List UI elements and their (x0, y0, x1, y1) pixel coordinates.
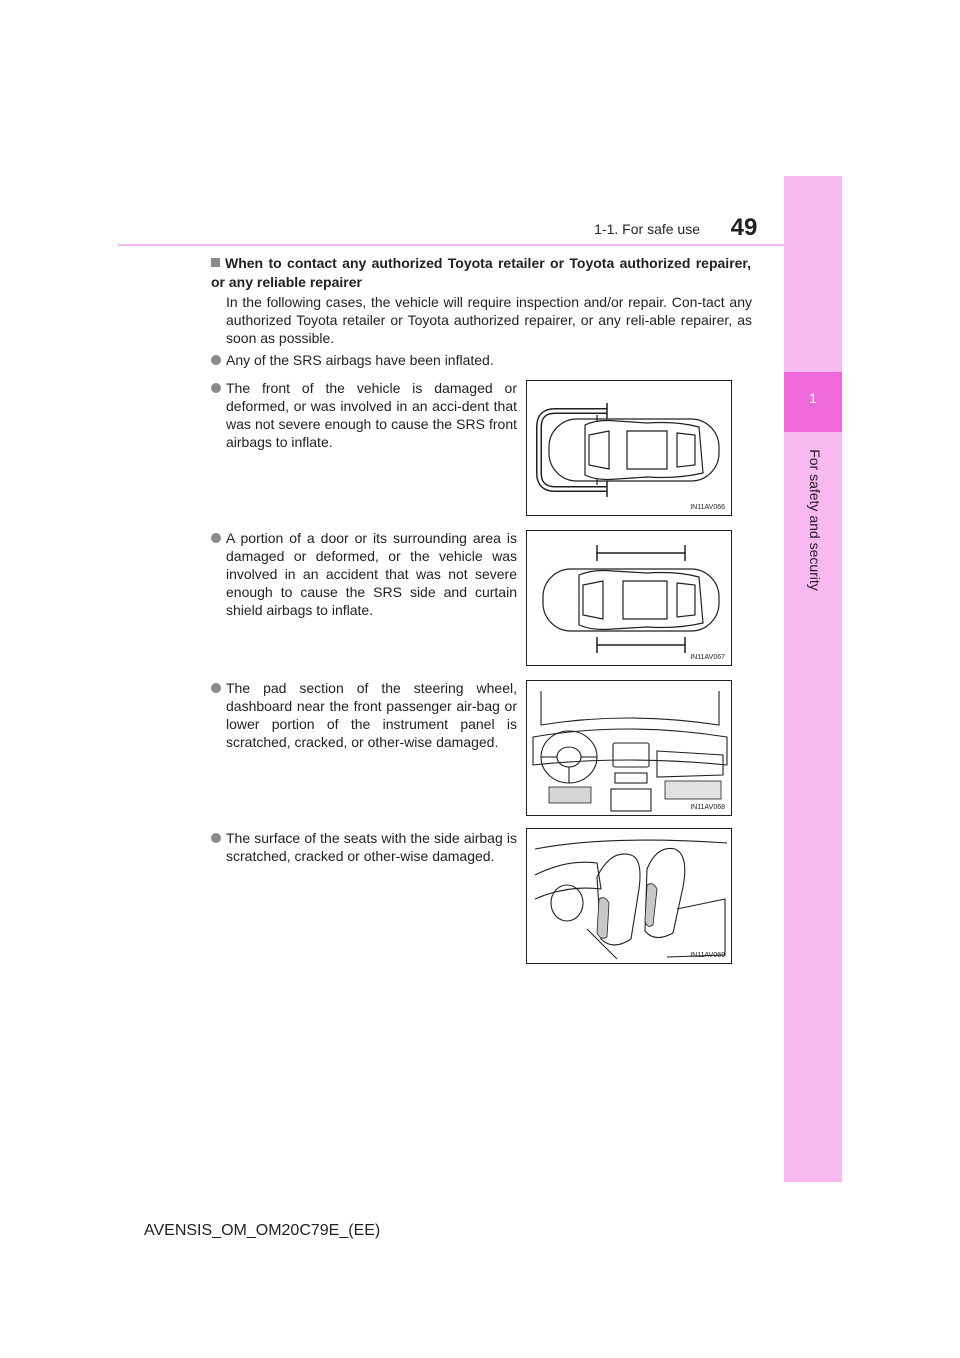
list-item (211, 679, 517, 751)
list-item-text: A portion of a door or its surrounding area is damaged or deformed, or the vehicle was involved in an accident that was not severe enough to cause the SRS side and curtain shield airbags to inflate. (226, 530, 517, 618)
chapter-number: 1 (809, 390, 817, 406)
list-item (211, 829, 517, 865)
subsection-heading (211, 254, 751, 292)
document-code: AVENSIS_OM_OM20C79E_(EE) (144, 1222, 381, 1239)
list-item-text: Any of the SRS airbags have been inflated. (226, 352, 494, 368)
side-tab (784, 176, 842, 1182)
list-item-text: The surface of the seats with the side airbag is scratched, cracked or other-wise damaged. (226, 830, 517, 864)
list-item-text: The pad section of the steering wheel, dashboard near the front passenger air-bag or lower portion of the instrument panel is scratched, cracked, or other-wise damaged. (226, 680, 517, 750)
figure-code: IN11AV069 (690, 952, 725, 959)
figure-code: IN11AV067 (690, 654, 725, 661)
page-number: 49 (730, 214, 758, 241)
figure-front-damage (526, 380, 732, 516)
figure-code: IN11AV068 (690, 804, 725, 811)
list-item-text: The front of the vehicle is damaged or deformed, or was involved in an acci-dent that was not severe enough to cause the SRS front airbags to inflate. (226, 380, 517, 450)
bullet-icon (211, 383, 221, 393)
bullet-icon (211, 833, 221, 843)
intro-paragraph: In the following cases, the vehicle will require inspection and/or repair. Con-tact any authorized Toyota retailer or Toyota authorized repairer, or any reli-able repairer, as soon as possible. (226, 294, 752, 346)
figure-seat-damage (526, 828, 732, 964)
heading-text: When to contact any authorized Toyota retailer or Toyota authorized repairer, or any reliable repairer (211, 255, 751, 290)
bullet-icon (211, 683, 221, 693)
bullet-icon (211, 355, 221, 365)
list-item (211, 379, 517, 451)
list-item (211, 351, 751, 369)
chapter-title: For safety and security (807, 449, 823, 591)
header-divider (118, 244, 784, 246)
list-item (211, 529, 517, 619)
car-top-view-front-illustration (527, 381, 733, 517)
figure-side-damage (526, 530, 732, 666)
figure-code: IN11AV066 (690, 504, 725, 511)
seat-airbag-illustration (527, 829, 733, 965)
dashboard-illustration (527, 681, 733, 817)
section-title: 1-1. For safe use (594, 221, 700, 237)
figure-dashboard-damage (526, 680, 732, 816)
bullet-icon (211, 533, 221, 543)
square-bullet-icon (211, 258, 220, 267)
car-top-view-side-illustration (527, 531, 733, 667)
